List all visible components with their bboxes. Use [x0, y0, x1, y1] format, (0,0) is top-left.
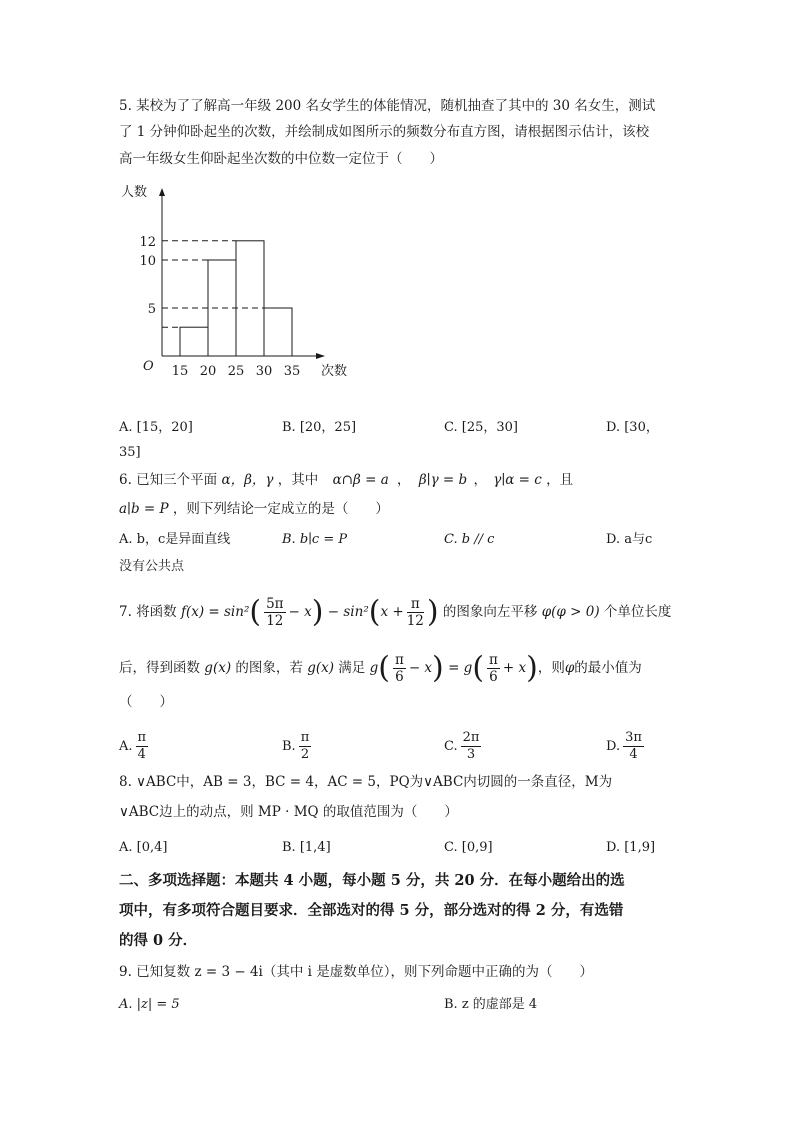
q6-cond4: a∣b = P — [119, 501, 169, 517]
section-2-heading-line-3: 的得 0 分． — [119, 932, 198, 949]
q6-line-2 — [119, 499, 389, 519]
q9-option-a: A. |z| = 5 — [119, 997, 180, 1012]
q6-option-a: A. b，c是异面直线 — [119, 532, 231, 547]
q6-mid: ，其中 — [277, 472, 319, 488]
histogram-bar-30-35 — [264, 308, 292, 356]
q7-frac-2: $\frac{\pi}{12}$ — [406, 596, 424, 629]
q7-frac-3: $\frac{\pi}{6}$ — [394, 652, 404, 685]
q7-option-c: C. $\frac{2\pi}{3}$ — [444, 730, 480, 762]
q6-suffix: ，且 — [546, 472, 574, 488]
x-tick-25: 25 — [227, 364, 245, 378]
q7-phi: φ(φ > 0) — [541, 604, 600, 620]
q6-option-d: D. a与c — [606, 532, 653, 547]
q8-option-a: A. [0,4] — [119, 840, 168, 855]
q7-gx-2: g(x) — [307, 660, 334, 676]
q6-option-c: C. b // c — [444, 532, 495, 547]
q7-option-b: B. $\frac{\pi}{2}$ — [282, 730, 310, 762]
q7-prefix: 7. 将函数 — [119, 604, 177, 620]
q8-line-2: ∨ABC边上的动点，则 MP · MQ 的取值范围为（ ） — [119, 804, 458, 820]
q7-frac-4: $\frac{\pi}{6}$ — [489, 652, 498, 685]
y-axis-arrow — [159, 188, 165, 196]
y-axis-label: 人数 — [121, 185, 148, 200]
q7-equals-g: = g — [448, 660, 473, 676]
q7-frac-1: $\frac{5\pi}{12}$ — [266, 596, 284, 629]
q7-line-2: 后，得到函数 g(x) 的图象，若 g(x) 满足 g( $\frac{\pi}{6}$ − x) = g( $\frac{\pi}{6}$ + x)，则φ的最小值为 — [119, 650, 642, 686]
q8-option-d: D. [1,9] — [606, 840, 656, 855]
q9-option-b: B. z 的虚部是 4 — [444, 997, 538, 1012]
q7-gx: g(x) — [204, 660, 232, 676]
q7-phi2: φ — [564, 660, 575, 676]
q7-minus-x2: − x — [408, 660, 433, 676]
q8-line-1: 8. ∨ABC中，AB = 3，BC = 4，AC = 5，PQ为∨ABC内切圆的一条直径，M为 — [119, 774, 613, 790]
q5-option-d-cont: 35] — [119, 445, 141, 460]
q7-minus-sin: − sin² — [327, 604, 369, 620]
q7-line-1: 7. 将函数 f(x) = sin²( $\frac{5\pi}{12}$ − x) − sin²(x + $\frac{\pi}{12}$ ) 的图象向左平移 φ(φ > 0) 个单位长度 — [119, 594, 672, 630]
x-tick-20: 20 — [199, 364, 217, 378]
q6-cond2: β∣γ = b — [418, 472, 468, 488]
section-2-heading-line-1: 二、多项选择题：本题共 4 小题，每小题 5 分，共 20 分．在每小题给出的选 — [119, 872, 625, 889]
q7-line2-prefix: 后，得到函数 — [119, 660, 200, 676]
q5-option-a: A. [15，20] — [119, 420, 193, 435]
q6-line2-suffix: ，则下列结论一定成立的是（ ） — [172, 501, 389, 517]
q8-option-b: B. [1,4] — [282, 840, 331, 855]
y-tick-12: 12 — [139, 234, 156, 250]
q7-g-open: g — [369, 660, 379, 676]
q6-line-1: 6. 已知三个平面 α，β，γ ，其中 α∩β = a ， β∣γ = b ， γ∣α = c ，且 — [119, 472, 574, 488]
q7-minus-x: − x — [288, 604, 312, 620]
q7-fx: f(x) = sin² — [180, 604, 250, 620]
histogram-chart — [119, 178, 359, 378]
q5-option-b: B. [20，25] — [282, 420, 357, 435]
x-tick-35: 35 — [283, 364, 301, 378]
y-tick-5: 5 — [147, 302, 156, 317]
q6-cond1: α∩β = a — [332, 472, 389, 488]
q6-option-d-cont: 没有公共点 — [119, 559, 185, 574]
section-2-heading-line-2: 项中，有多项符合题目要求．全部选对的得 5 分，部分选对的得 2 分，有选错 — [119, 902, 624, 919]
q7-suffix: 个单位长度 — [603, 604, 672, 620]
q7-option-d: D. $\frac{3\pi}{4}$ — [606, 730, 642, 762]
q9-line-1: 9. 已知复数 z = 3 − 4i（其中 i 是虚数单位），则下列命题中正确的为（ ） — [119, 964, 594, 980]
x-axis-label: 次数 — [321, 364, 348, 378]
q5-option-c: C. [25，30] — [444, 420, 518, 435]
x-axis-arrow — [316, 353, 325, 359]
q7-line2-end: 的最小值为 — [574, 660, 642, 676]
x-tick-30: 30 — [255, 364, 273, 378]
q6-cond3: γ∣α = c — [493, 472, 542, 488]
q7-line2-suffix: ，则 — [537, 660, 565, 676]
q7-plus-x: + x — [502, 660, 527, 676]
y-tick-10: 10 — [139, 254, 156, 269]
q7-mid: 的图象向左平移 — [442, 604, 538, 620]
x-tick-15: 15 — [171, 364, 189, 378]
histogram-bar-15-20 — [180, 327, 208, 356]
q7-x-plus: x + — [380, 604, 404, 620]
histogram-bar-25-30 — [236, 241, 264, 356]
origin-label: O — [143, 359, 154, 374]
q5-option-d: D. [30， — [606, 420, 659, 435]
q8-option-c: C. [0,9] — [444, 840, 493, 855]
q5-line-2: 了 1 分钟仰卧起坐的次数，并绘制成如图所示的频数分布直方图，请根据图示估计，该校 — [119, 124, 650, 140]
q6-prefix: 6. 已知三个平面 — [119, 472, 218, 488]
q7-option-a: A. $\frac{\pi}{4}$ — [119, 730, 147, 762]
q7-line2-mid2: 满足 — [338, 660, 366, 676]
q6-option-b: B. b∣c = P — [282, 532, 348, 547]
q5-line-1: 5. 某校为了了解高一年级 200 名女学生的体能情况，随机抽查了其中的 30 名女生，测试 — [119, 98, 656, 114]
q7-answer-paren: （ ） — [119, 694, 173, 710]
q5-line-3: 高一年级女生仰卧起坐次数的中位数一定位于（ ） — [119, 151, 443, 167]
q6-planes: α，β，γ — [221, 472, 274, 488]
q7-line2-mid1: 的图象，若 — [235, 660, 303, 676]
